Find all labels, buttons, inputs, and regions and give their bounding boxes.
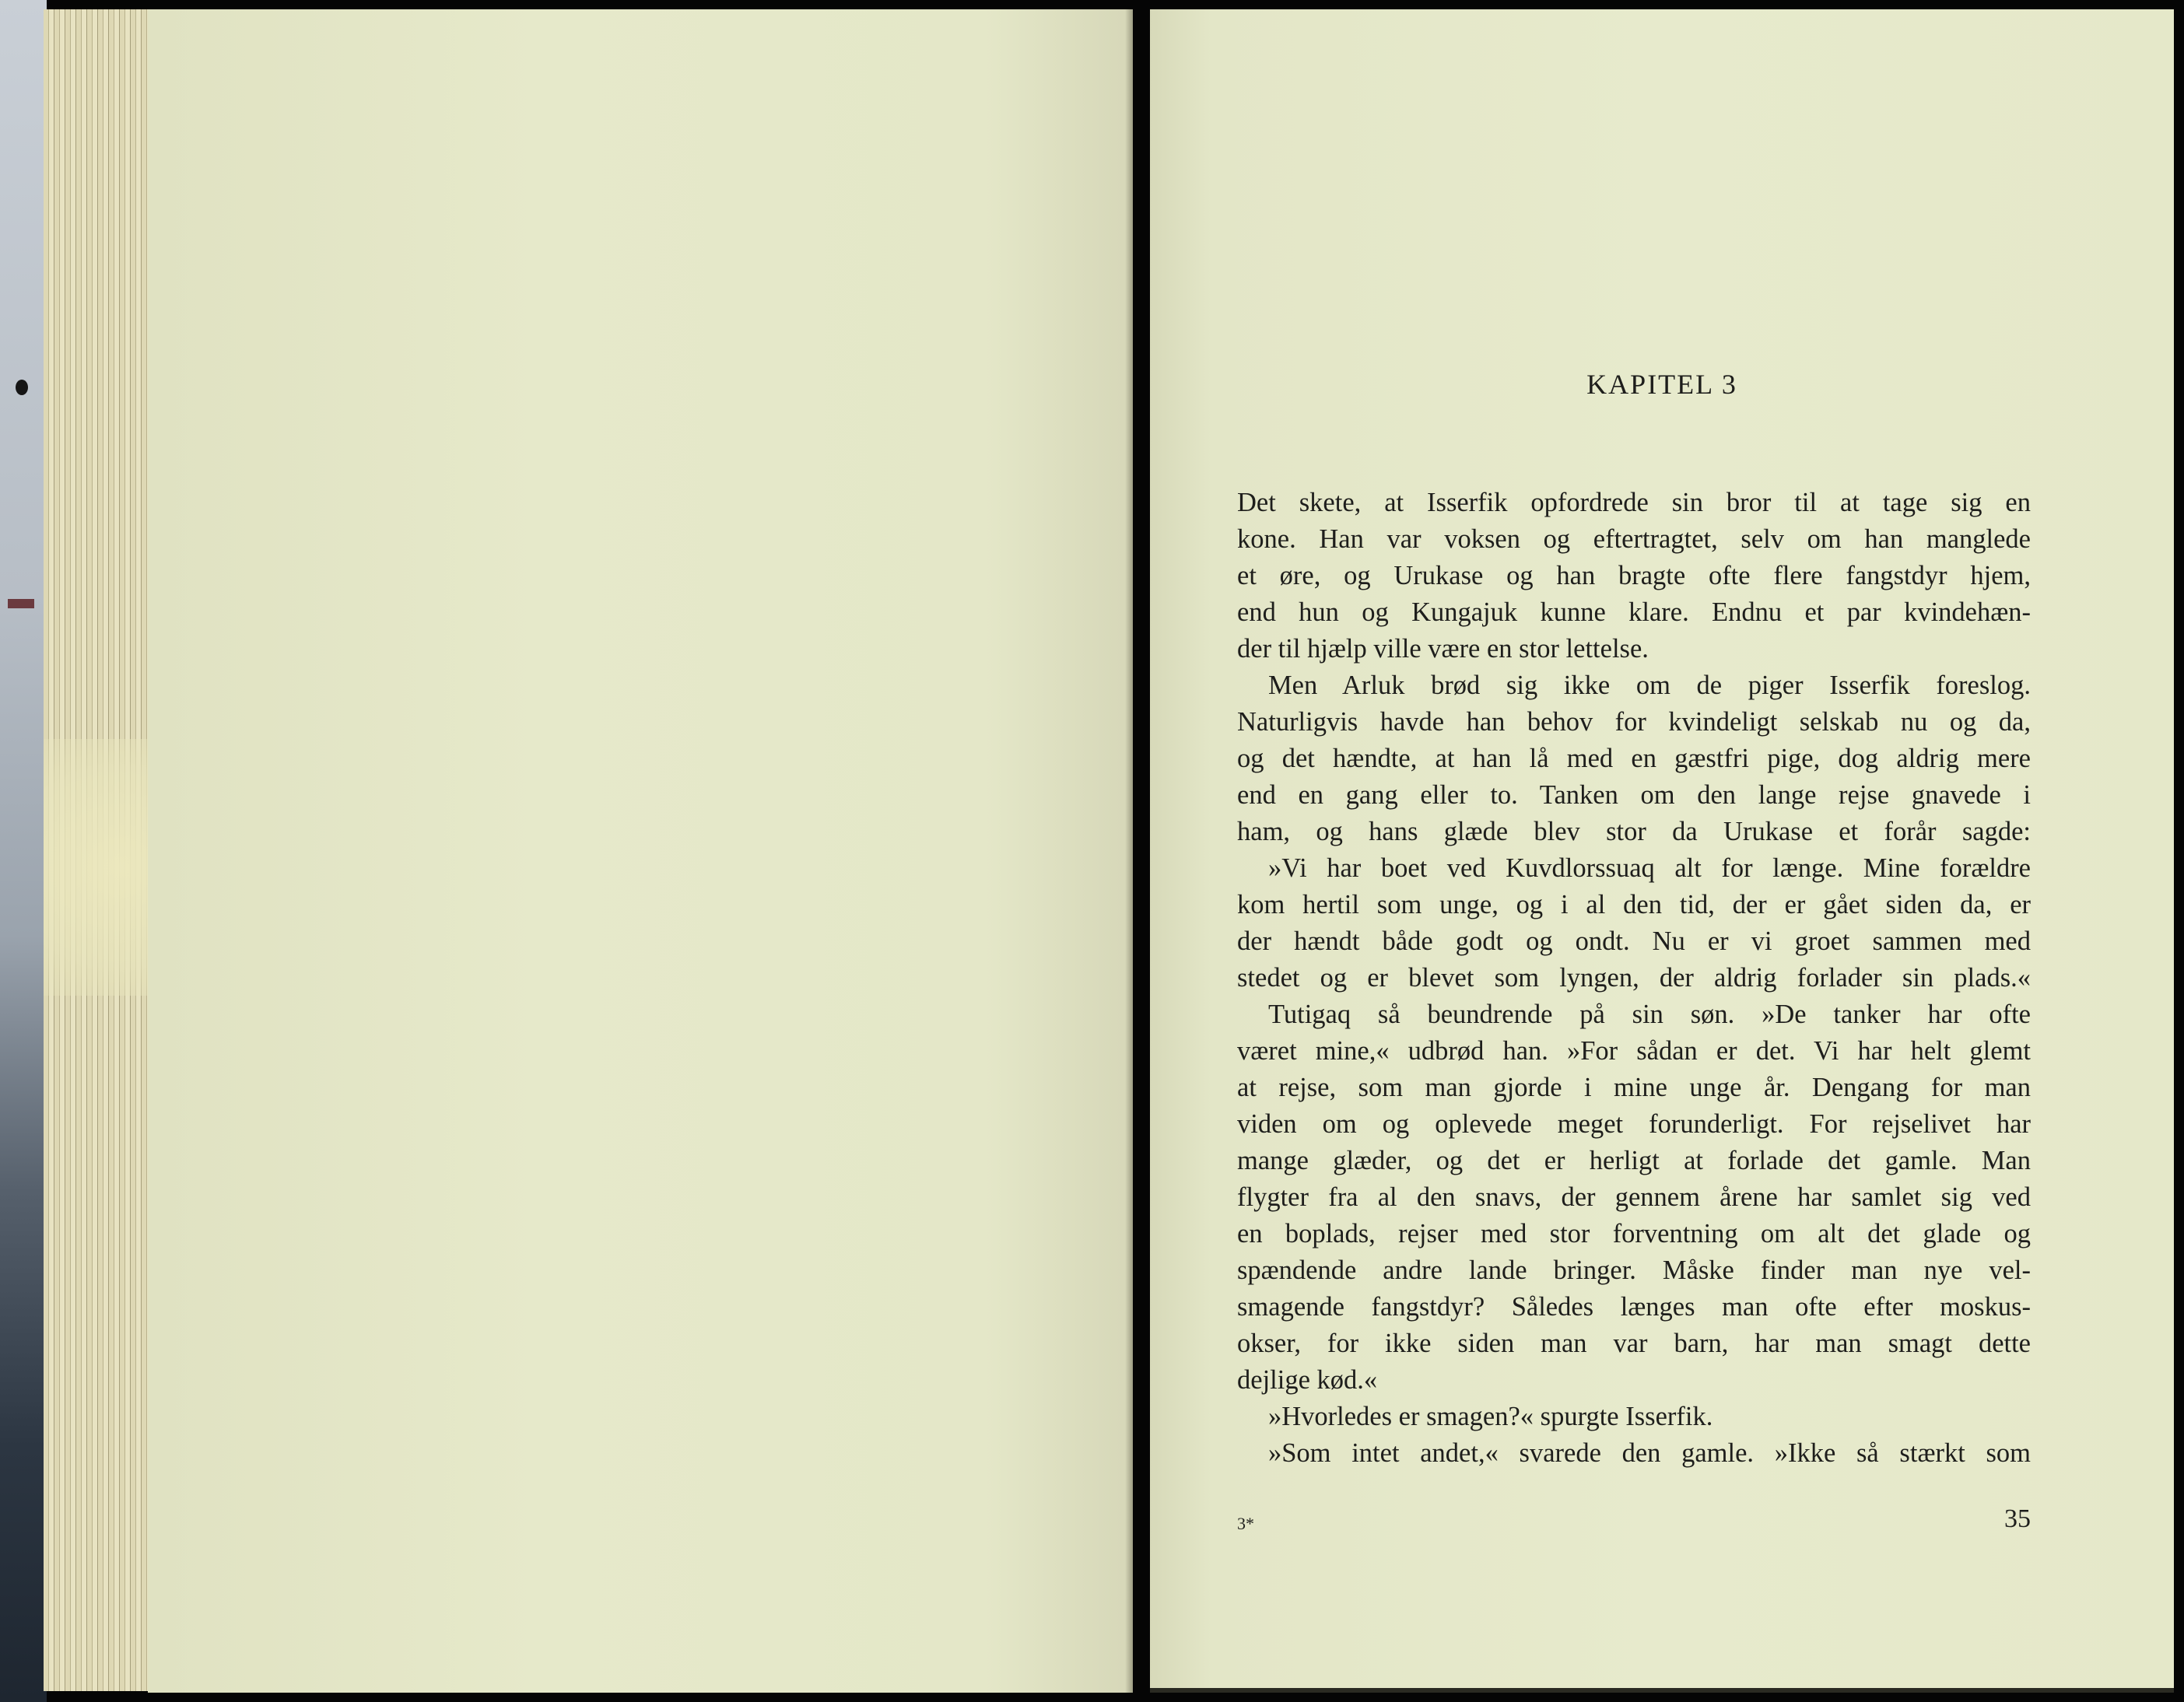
chapter-title: KAPITEL 3 — [1586, 369, 1737, 400]
page-number: 35 — [2004, 1504, 2031, 1533]
text-line: dejlige kød.« — [1237, 1365, 1378, 1395]
text-line: okser, for ikke siden man var barn, har man smagt dette — [1237, 1329, 2031, 1358]
text-line: end en gang eller to. Tanken om den lange rejse gnavede i — [1237, 780, 2031, 810]
left-page-gutter — [1125, 9, 1133, 1693]
text-line: viden om og oplevede meget forunderligt. For rejselivet har — [1237, 1109, 2031, 1139]
text-line: et øre, og Urukase og han bragte ofte flere fangstdyr hjem, — [1237, 561, 2031, 590]
text-line: og det hændte, at han lå med en gæstfri pige, dog aldrig mere — [1237, 744, 2031, 773]
text-line: mange glæder, og det er herligt at forlade det gamle. Man — [1237, 1146, 2031, 1175]
text-line: Men Arluk brød sig ikke om de piger Isserfik foreslog. — [1268, 671, 2031, 700]
text-line: kom hertil som unge, og i al den tid, der er gået siden da, er — [1237, 890, 2031, 919]
text-line: »Vi har boet ved Kuvdlorssuaq alt for længe. Mine forældre — [1268, 853, 2031, 883]
text-line: Det skete, at Isserfik opfordrede sin bror til at tage sig en — [1237, 488, 2031, 517]
text-line: der hændt både godt og ondt. Nu er vi groet sammen med — [1237, 926, 2031, 956]
text-line: kone. Han var voksen og eftertragtet, selv om han manglede — [1237, 524, 2031, 554]
ink-blot — [16, 380, 28, 395]
text-line: at rejse, som man gjorde i mine unge år. Dengang for man — [1237, 1073, 2031, 1102]
text-line: »Hvorledes er smagen?« spurgte Isserfik. — [1268, 1402, 1713, 1431]
left-page-blank — [148, 9, 1133, 1693]
text-line: været mine,« udbrød han. »For sådan er det. Vi har helt glemt — [1237, 1036, 2031, 1066]
text-line: der til hjælp ville være en stor lettelse. — [1237, 634, 1649, 664]
signature-mark: 3* — [1237, 1514, 1254, 1533]
right-page — [1150, 9, 2174, 1693]
right-page-bottom-edge — [1150, 1688, 2174, 1693]
text-line: flygter fra al den snavs, der gennem årene har samlet sig ved — [1237, 1182, 2031, 1212]
text-line: spændende andre lande bringer. Måske finder man nye vel- — [1237, 1255, 2031, 1285]
book-cover-edge — [0, 0, 47, 1702]
cover-mark — [8, 599, 34, 608]
text-line: smagende fangstdyr? Således længes man ofte efter moskus- — [1237, 1292, 2031, 1322]
text-line: »Som intet andet,« svarede den gamle. »Ikke så stærkt som — [1268, 1438, 2031, 1468]
text-line: ham, og hans glæde blev stor da Urukase et forår sagde: — [1237, 817, 2031, 846]
text-line: end hun og Kungajuk kunne klare. Endnu et par kvindehæn- — [1237, 597, 2031, 627]
text-line: stedet og er blevet som lyngen, der aldrig forlader sin plads.« — [1237, 963, 2031, 993]
text-line: Tutigaq så beundrende på sin søn. »De tanker har ofte — [1268, 1000, 2031, 1029]
text-line: Naturligvis havde han behov for kvindeligt selskab nu og da, — [1237, 707, 2031, 737]
body-text — [1237, 485, 2031, 1472]
text-line: en boplads, rejser med stor forventning om alt det glade og — [1237, 1219, 2031, 1248]
